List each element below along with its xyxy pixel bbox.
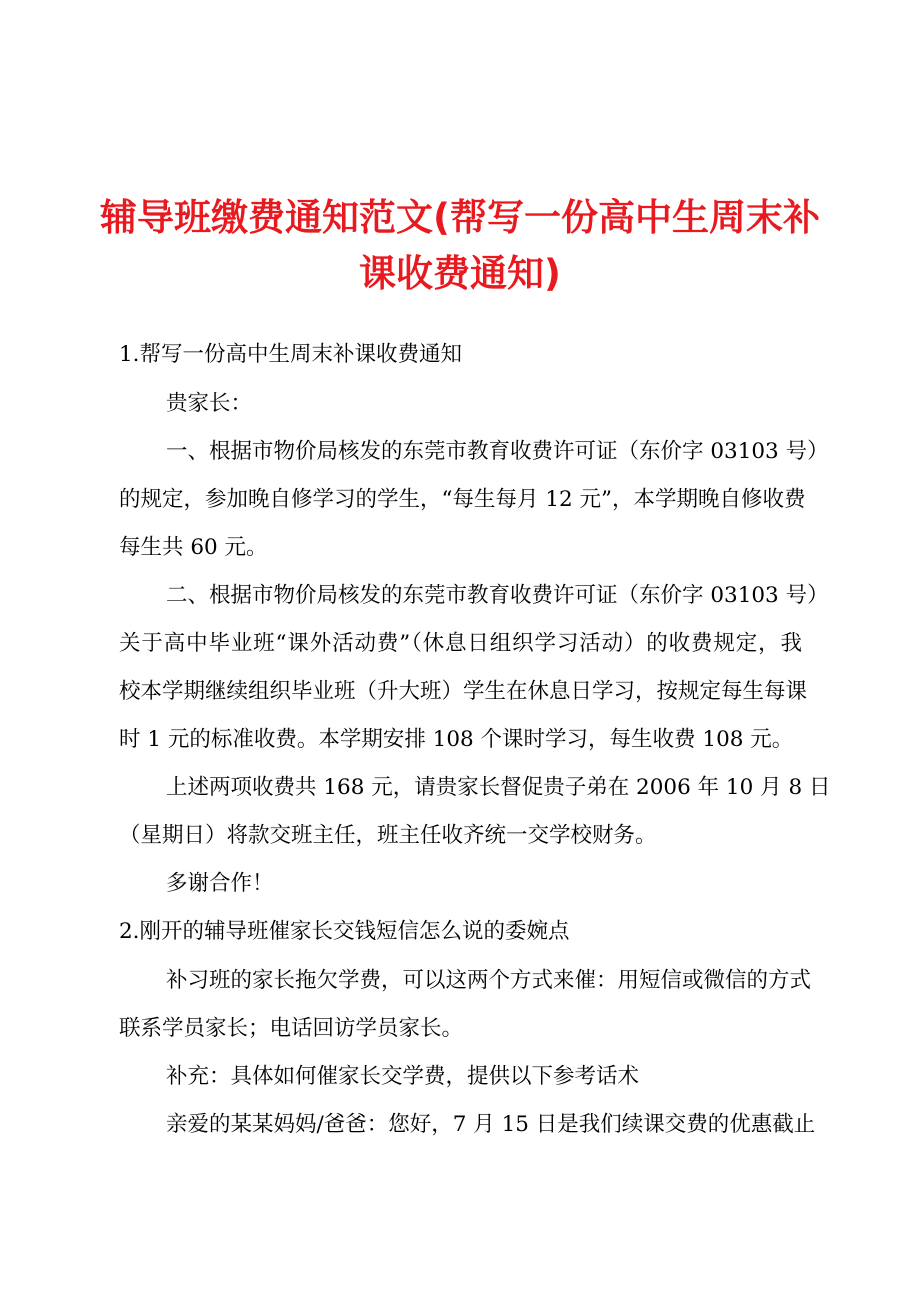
paragraph-line: 联系学员家长；电话回访学员家长。 — [119, 1016, 464, 1041]
closing-line: 多谢合作！ — [166, 871, 274, 896]
document-title-line-2: 课收费通知) — [359, 252, 561, 295]
paragraph-line: 上述两项收费共 168 元，请贵家长督促贵子弟在 2006 年 10 月 8 日 — [166, 775, 831, 800]
section-heading-1: 1.帮写一份高中生周末补课收费通知 — [119, 342, 463, 367]
paragraph-line: 的规定，参加晚自修学习的学生，“每生每月 12 元”，本学期晚自修收费 — [119, 487, 806, 512]
section-heading-2: 2.刚开的辅导班催家长交钱短信怎么说的委婉点 — [119, 919, 570, 944]
paragraph-line: 二、根据市物价局核发的东莞市教育收费许可证（东价字 03103 号） — [166, 583, 829, 608]
paragraph-line: 补充：具体如何催家长交学费，提供以下参考话术 — [166, 1064, 640, 1089]
paragraph-line: 亲爱的某某妈妈/爸爸：您好，7 月 15 日是我们续课交费的优惠截止 — [166, 1112, 816, 1137]
paragraph-line: 补习班的家长拖欠学费，可以这两个方式来催：用短信或微信的方式 — [166, 968, 812, 993]
paragraph-line: 每生共 60 元。 — [119, 535, 268, 560]
paragraph-line: 关于高中毕业班“课外活动费”（休息日组织学习活动）的收费规定，我 — [119, 631, 802, 656]
paragraph-line: 时 1 元的标准收费。本学期安排 108 个课时学习，每生收费 108 元。 — [119, 727, 794, 752]
document-title-line-1: 辅导班缴费通知范文(帮写一份高中生周末补 — [100, 196, 820, 239]
paragraph-line: （星期日）将款交班主任，班主任收齐统一交学校财务。 — [119, 823, 657, 848]
salutation: 贵家长： — [166, 391, 253, 416]
paragraph-line: 校本学期继续组织毕业班（升大班）学生在休息日学习，按规定每生每课 — [119, 679, 808, 704]
paragraph-line: 一、根据市物价局核发的东莞市教育收费许可证（东价字 03103 号） — [166, 439, 829, 464]
